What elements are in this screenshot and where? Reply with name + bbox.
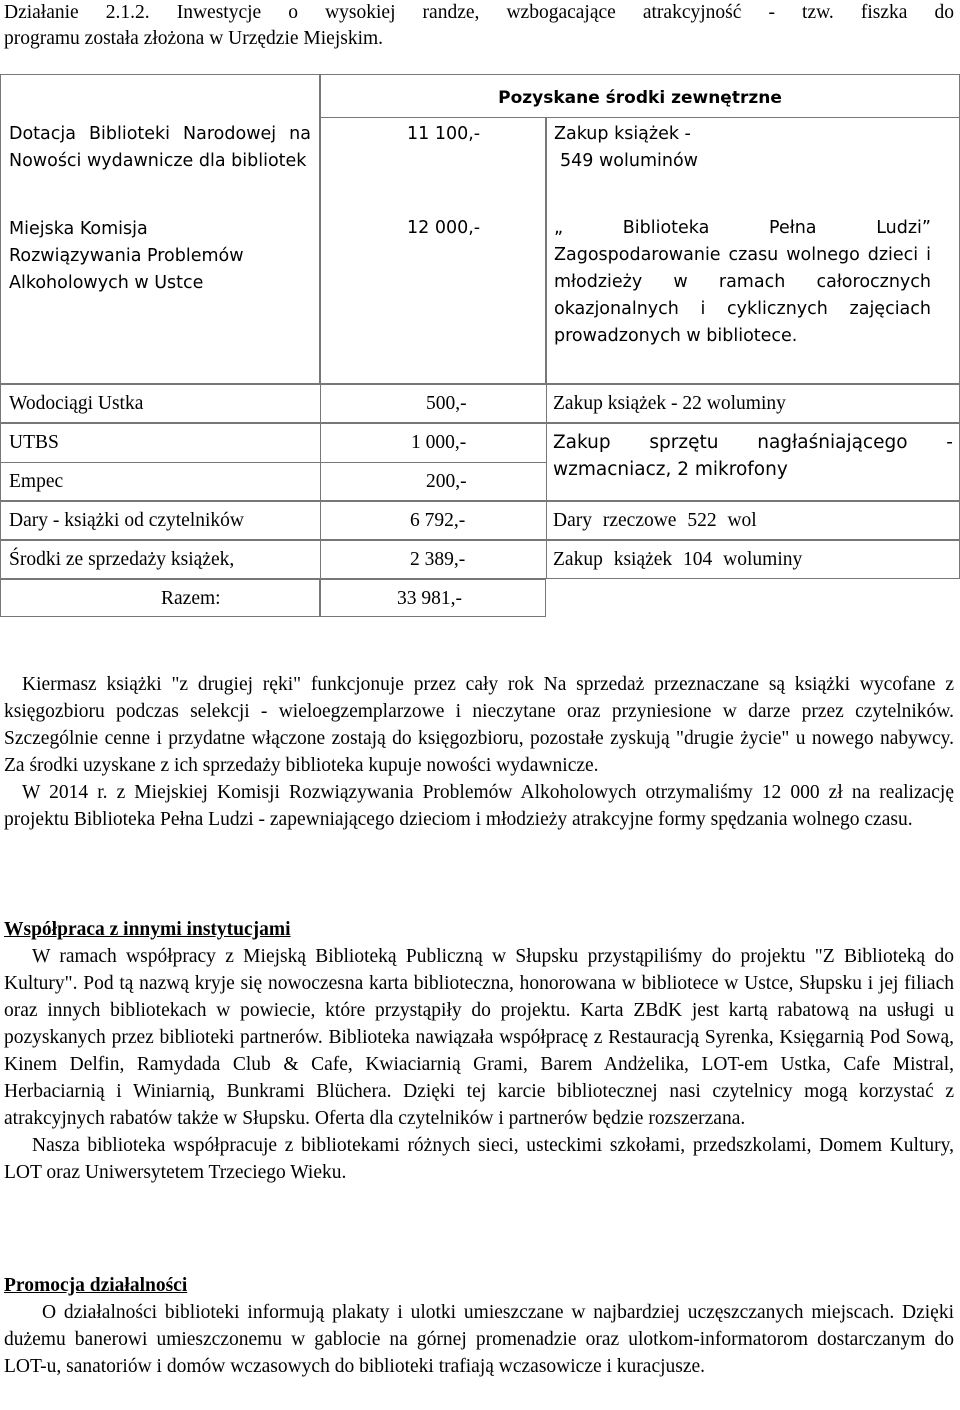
intro-paragraph	[0, 0, 958, 52]
source-cell: Dotacja Biblioteki Narodowej na Nowości wydawnicze dla bibliotek	[9, 124, 311, 171]
w2014-paragraph: W 2014 r. z Miejskiej Komisji Rozwiązywania Problemów Alkoholowych otrzymaliśmy 12 000 zł na realizację projektu Biblioteka Pełna Ludzi - zapewniającego dzieciom i młodzieży atrakcyjne formy spędzania wolnego czasu.	[4, 782, 954, 830]
source-cell: Wodociągi Ustka	[9, 393, 144, 414]
source-cell: Dary - książki od czytelników	[9, 510, 245, 531]
kiermasz-paragraph: Kiermasz książki "z drugiej ręki" funkcjonuje przez cały rok Na sprzedaż przeznaczane są książki wycofane z księgozbioru podczas selekcji - wieloegzemplarzowe i nieczytane oraz przyniesione w darze przez czytelników. Szczególnie cenne i przydatne włączone zostają do księgozbioru, pozostałe zyskują "drugie życie" u nowego nabywcy. Za środki uzyskane z ich sprzedaży biblioteka kupuje nowości wydawnicze.	[4, 674, 954, 776]
total-amount: 33 981,-	[397, 588, 462, 609]
source-cell: Środki ze sprzedaży książek,	[9, 549, 235, 570]
amount-cell: 200,-	[426, 471, 467, 492]
table-total-label	[0, 579, 320, 617]
source-cell: UTBS	[9, 432, 59, 453]
table-total-amount	[320, 579, 546, 617]
purpose-cell	[546, 118, 960, 384]
purpose-text: „ Biblioteka Pełna Ludzi” Zagospodarowanie czasu wolnego dzieci i młodzieży w ramach całorocznych okazjonalnych i cyklicznych zajęciach prowadzonych w bibliotece.	[554, 218, 931, 346]
promocja-section	[0, 1272, 960, 1380]
amount-cell: 1 000,-	[411, 432, 467, 453]
table-row	[0, 501, 960, 540]
purpose-text: Zakup książek -	[554, 124, 691, 144]
purpose-cell: Zakup książek 104 woluminy	[553, 549, 803, 570]
purpose-cell: Zakup książek - 22 woluminy	[553, 393, 786, 414]
table-row	[0, 540, 960, 579]
source-cell: Miejska Komisja Rozwiązywania Problemów Alkoholowych w Ustce	[9, 219, 244, 293]
funding-table	[0, 74, 960, 617]
table-row	[0, 384, 960, 423]
amount-cell: 500,-	[426, 393, 467, 414]
wspolpraca-paragraph-2: Nasza biblioteka współpracuje z bibliotekami różnych sieci, usteckimi szkołami, przedszkolami, Domem Kultury, LOT oraz Uniwersytetem Trzeciego Wieku.	[4, 1135, 954, 1183]
table-row	[0, 74, 320, 384]
table-header-label: Pozyskane środki zewnętrzne	[498, 88, 782, 108]
purpose-text: 549 woluminów	[560, 151, 698, 171]
wspolpraca-heading: Współpraca z innymi instytucjami	[4, 919, 291, 940]
amount-cell: 2 389,-	[410, 549, 466, 570]
promocja-heading: Promocja działalności	[4, 1275, 188, 1296]
total-label: Razem:	[161, 588, 221, 609]
table-row	[0, 423, 960, 501]
amount-text: 11 100,-	[407, 124, 481, 144]
intro-line-2: programu została złożona w Urzędzie Miejskim.	[4, 28, 384, 49]
purpose-cell: Zakup sprzętu nagłaśniającego - wzmacniacz, 2 mikrofony	[553, 432, 953, 480]
intro-line-1: Działanie 2.1.2. Inwestycje o wysokiej randze, wzbogacające atrakcyjność - tzw. fiszka do	[4, 2, 954, 23]
promocja-paragraph: O działalności biblioteki informują plakaty i ulotki umieszczane w najbardziej uczęszczanych miejscach. Dzięki dużemu banerowi umieszczonemu w gablocie na górnej promenadzie oraz ulotkom-informatorom dostarczanym do LOT-u, sanatoriów i domów wczasowych do biblioteki trafiają wczasowicze i kuracjusze.	[4, 1302, 954, 1377]
source-cell: Empec	[9, 471, 64, 492]
table-header	[320, 74, 960, 118]
wspolpraca-section	[0, 916, 960, 1186]
amount-cell: 6 792,-	[410, 510, 466, 531]
amount-text: 12 000,-	[407, 218, 481, 238]
wspolpraca-paragraph: W ramach współpracy z Miejską Biblioteką Publiczną w Słupsku przystąpiliśmy do projektu "Z Biblioteką do Kultury". Pod tą nazwą kryje się nowoczesna karta biblioteczna, honorowana w bibliotece w Ustce, Słupsku i jej filiach oraz innych bibliotekach w powiecie, które przystąpiły do projektu. Karta ZBdK jest kartą rabatową na usługi u pozyskanych przez biblioteki partnerów. Biblioteka nawiązała współpracę z Restauracją Syrenka, Księgarnią Pod Sową, Kinem Delfin, Ramydada Club & Cafe, Kwiaciarnią Grami, Barem Andżelika, LOT-em Ustka, Cafe Mistral, Herbaciarnią i Winiarnią, Bunkrami Blüchera. Dzięki tej karcie bibliotecznej nasi czytelnicy mogą korzystać z atrakcyjnych rabatów także w Słupsku. Oferta dla czytelników i partnerów będzie rozszerzana.	[4, 946, 954, 1129]
purpose-cell: Dary rzeczowe 522 wol	[553, 510, 757, 531]
kiermasz-section	[0, 671, 960, 833]
amount-cell	[320, 118, 546, 384]
